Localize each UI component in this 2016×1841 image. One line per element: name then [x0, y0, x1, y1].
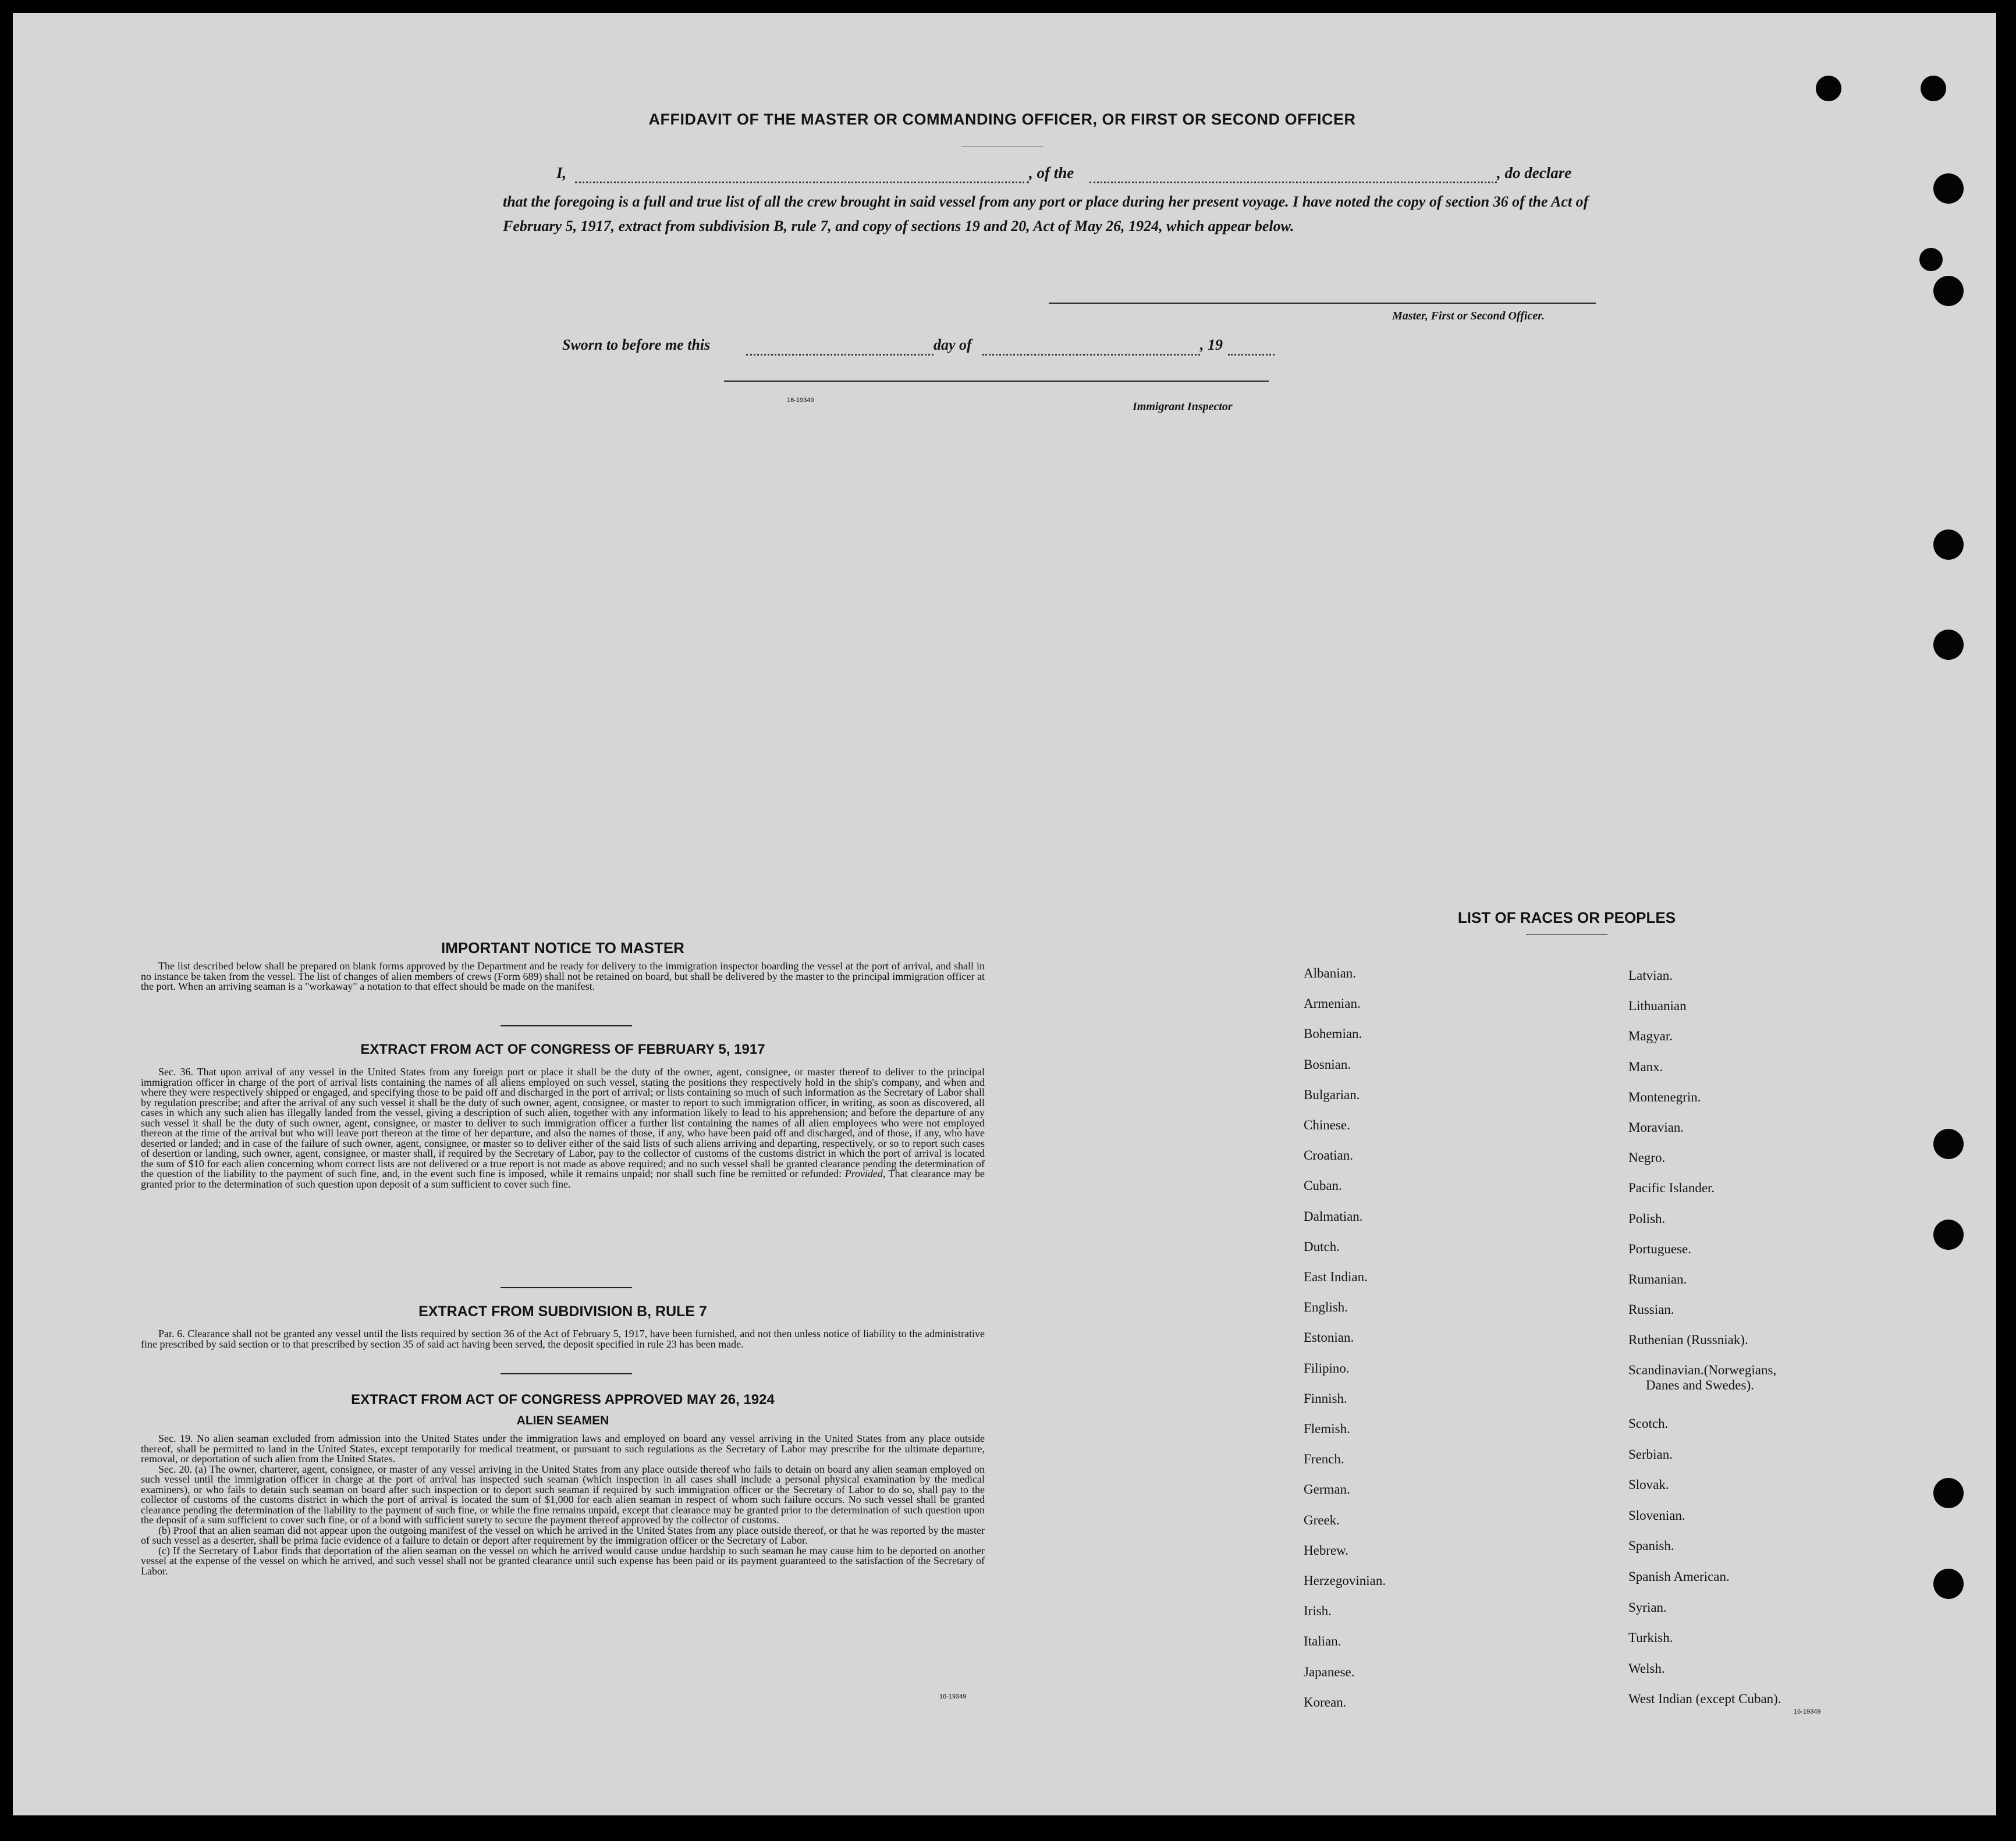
race-item: Slovak. — [1628, 1477, 1669, 1492]
sec36-proviso: That clearance may be granted prior to the determination of such question upon deposit of a sum sufficient to cover such fine. — [141, 1168, 985, 1190]
punch-hole-icon — [1933, 1220, 1964, 1250]
race-item: Italian. — [1304, 1634, 1341, 1649]
race-item: Greek. — [1304, 1512, 1340, 1527]
year-label: , 19 — [1200, 336, 1223, 353]
punch-hole-icon — [1933, 1129, 1964, 1159]
sec19-paragraph: Sec. 19. No alien seaman excluded from admission into the United States under the immigration laws and employed on board any vessel arriving in the United States from any place outside thereof, shall be permitted to land in the United States, except temporarily for medical treatment, or pursuant to such regulations as the Secretary of Labor may prescribe for the ultimate departure, removal, or deportation of such alien from the United States. — [141, 1433, 985, 1465]
race-item: Turkish. — [1628, 1630, 1673, 1645]
punch-hole-icon — [1933, 529, 1964, 560]
race-item: Lithuanian — [1628, 998, 1687, 1014]
race-item: Scandinavian.(Norwegians, — [1628, 1363, 1777, 1377]
sworn-year-blank[interactable] — [1228, 354, 1275, 356]
master-signature-label: Master, First or Second Officer. — [1392, 310, 1545, 322]
races-title: LIST OF RACES OR PEOPLES — [1457, 909, 1676, 926]
act-1924-text — [141, 1434, 985, 1576]
notice-title: IMPORTANT NOTICE TO MASTER — [441, 939, 684, 957]
section-divider — [501, 1025, 632, 1026]
form-number-top: 16-19349 — [787, 397, 814, 404]
race-item: Bulgarian. — [1304, 1087, 1360, 1102]
race-item: Dutch. — [1304, 1239, 1340, 1254]
form-number-left: 16-19349 — [939, 1693, 967, 1700]
race-item: Finnish. — [1304, 1391, 1347, 1406]
race-item: Korean. — [1304, 1694, 1347, 1709]
punch-hole-icon — [1933, 276, 1964, 306]
act-1924-title: EXTRACT FROM ACT OF CONGRESS APPROVED MAY 26, 1924 — [351, 1392, 775, 1408]
race-item: Chinese. — [1304, 1118, 1350, 1132]
races-divider — [1526, 934, 1607, 935]
notice-text — [141, 961, 985, 992]
name-blank[interactable] — [575, 182, 1029, 183]
affidavit-declaration-line — [542, 164, 1625, 187]
notice-paragraph: The list described below shall be prepared on blank forms approved by the Department and be ready for delivery to the immigration inspector boarding the vessel at the port of arrival, and shall in no instance be taken from the vessel. The list of changes of alien members of crews (Form 689) shall not be retained on board, but shall be delivered by the master to the principal immigration officer at the port. When an arriving seaman is a "workaway" a notation to that effect should be made on the manifest. — [141, 960, 985, 992]
act-1917-title: EXTRACT FROM ACT OF CONGRESS OF FEBRUARY 5, 1917 — [360, 1042, 765, 1057]
sworn-month-blank[interactable] — [982, 354, 1200, 356]
race-item: Rumanian. — [1628, 1272, 1687, 1286]
rule-7-text — [141, 1329, 985, 1349]
alien-seamen-subtitle: ALIEN SEAMEN — [516, 1414, 609, 1427]
race-item: Pacific Islander. — [1628, 1181, 1715, 1196]
race-item: Hebrew. — [1304, 1543, 1349, 1558]
punch-hole-icon — [1933, 1569, 1964, 1599]
punch-hole-icon — [1919, 248, 1943, 271]
race-item: Ruthenian (Russniak). — [1628, 1332, 1748, 1348]
race-item: Filipino. — [1304, 1360, 1350, 1376]
master-signature-line[interactable] — [1049, 303, 1596, 304]
rule-7-title: EXTRACT FROM SUBDIVISION B, RULE 7 — [418, 1303, 707, 1320]
race-item: Cuban. — [1304, 1178, 1342, 1193]
race-item: Spanish American. — [1628, 1569, 1730, 1584]
vessel-blank[interactable] — [1089, 182, 1497, 183]
race-item: Serbian. — [1628, 1446, 1673, 1462]
race-item: Montenegrin. — [1628, 1089, 1701, 1104]
race-item: Latvian. — [1628, 968, 1673, 983]
sec20b-paragraph: (b) Proof that an alien seaman did not appear upon the outgoing manifest of the vessel on which he arrived in the United States from any place outside thereof, or that he was reported by the master of such vessel as a deserter, shall be prima facie evidence of a failure to detain or deport after requirement by the immigration officer or the Secretary of Labor. — [141, 1524, 985, 1546]
race-item: Magyar. — [1628, 1029, 1673, 1044]
inspector-signature-line[interactable] — [724, 381, 1269, 382]
race-item: Danes and Swedes). — [1646, 1378, 1754, 1392]
section-divider — [501, 1373, 632, 1374]
sec20a-paragraph: Sec. 20. (a) The owner, charterer, agent, consignee, or master of any vessel arriving in the United States from any place outside thereof who fails to detain on board any alien seaman employed on such vessel until the immigration officer in charge at the port of arrival has inspected such seaman (which inspection in all cases shall include a personal physical examination by the medical examiners), or who fails to detain such seaman on board after such inspection or to deport such seaman if required by such immigration officer or the Secretary of Labor to do so, shall pay to the collector of customs of the customs district in which the port of arrival is located the sum of $1,000 for each alien seaman in respect of whom such failure occurs. No such vessel shall be granted clearance pending the determination of the liability to the payment of such fine, or while the fine remains unpaid, except that clearance may be granted prior to the determination of such question upon the deposit of a sum sufficient to cover such fine, or of a bond with sufficient surety to secure the payment thereof approved by the collector of customs. — [141, 1463, 985, 1526]
punch-hole-icon — [1933, 1478, 1964, 1508]
punch-hole-icon — [1921, 76, 1946, 101]
race-item: Bohemian. — [1304, 1026, 1362, 1042]
punch-hole-icon — [1933, 173, 1964, 204]
race-item: Moravian. — [1628, 1120, 1684, 1135]
race-item: Japanese. — [1304, 1664, 1355, 1679]
race-item: West Indian (except Cuban). — [1628, 1691, 1781, 1707]
sworn-line — [548, 336, 1305, 360]
punch-hole-icon — [1816, 76, 1841, 101]
race-item: Flemish. — [1304, 1421, 1350, 1436]
declaration-start: I, — [556, 164, 567, 182]
race-item: Spanish. — [1628, 1538, 1674, 1554]
day-of-label: day of — [934, 336, 972, 353]
section-divider — [501, 1287, 632, 1288]
race-item: Estonian. — [1304, 1330, 1354, 1345]
punch-hole-icon — [1933, 630, 1964, 660]
race-item: English. — [1304, 1300, 1348, 1315]
race-item: Albanian. — [1304, 966, 1357, 980]
race-item: Croatian. — [1304, 1148, 1353, 1163]
race-item: French. — [1304, 1452, 1344, 1467]
race-item: Portuguese. — [1628, 1241, 1691, 1256]
sec20c-paragraph: (c) If the Secretary of Labor finds that deportation of the alien seaman on the vessel on which he arrived would cause undue hardship to such seaman he may cause him to be deported on another vessel at the expense of the vessel on which he arrived, and such vessel shall not be granted clearance until such expense has been paid or its payment guaranteed to the satisfaction of the Secretary of Labor. — [141, 1544, 985, 1577]
form-sheet — [13, 13, 1996, 1815]
race-item: Polish. — [1628, 1211, 1666, 1226]
race-item: Slovenian. — [1628, 1508, 1685, 1523]
sec36-text: Sec. 36. That upon arrival of any vessel in the United States from any foreign port or place it shall be the duty of the owner, agent, consignee, or master thereof to deliver to the principal immigration officer in charge of the port of arrival lists containing the names of all aliens employed on such vessel, stating the positions they respectively hold in the ship's company, and when and where they were respectively shipped or engaged, and specifying those to be paid off and discharged in the port of arrival; or lists containing so much of such information as the Secretary of Labor shall by regulation prescribe; and after the arrival of any such vessel it shall be the duty of such owner, agent, consignee, or master to report to such immigration officer, in writing, as soon as discovered, all cases in which any such alien has illegally landed from the vessel, giving a description of such alien, together with any information likely to lead to his apprehension; and before the departure of any such vessel it shall be the duty of such owner, agent, consignee, or master to deliver to such immigration officer a further list containing the names of all alien employees who were not employed thereon at the time of the arrival but who will leave port thereon at the time of her departure, and also the names of those, if any, who have been paid off and discharged, and of those, if any, who have deserted or landed; and in case of the failure of such owner, agent, consignee, or master so to deliver either of the said lists of such aliens arriving and departing, respectively, or so to report such cases of desertion or landing, such owner, agent, consignee, or master shall, if required by the Secretary of Labor, pay to the collector of customs of the customs district in which the port of arrival is located the sum of $10 for each alien concerning whom correct lists are not delivered or a true report is not made as above required; and no such vessel shall be granted clearance pending the determination of the question of the liability to the payment of such fine, and, in the event such fine is imposed, while it remains unpaid; nor shall such fine be remitted or refunded: — [141, 1066, 985, 1179]
sworn-label: Sworn to before me this — [562, 336, 711, 353]
declaration-mid: , of the — [1029, 164, 1074, 182]
inspector-label: Immigrant Inspector — [1133, 400, 1233, 413]
provided-word: Provided, — [844, 1168, 886, 1179]
race-item: Scotch. — [1628, 1416, 1669, 1431]
race-item: Negro. — [1628, 1150, 1666, 1165]
form-number-right: 16-19349 — [1794, 1708, 1821, 1715]
declaration-end: , do declare — [1497, 164, 1572, 182]
race-item: German. — [1304, 1482, 1350, 1497]
race-item: Manx. — [1628, 1059, 1663, 1074]
race-item: Syrian. — [1628, 1600, 1667, 1615]
sworn-day-blank[interactable] — [746, 354, 934, 356]
race-item: Herzegovinian. — [1304, 1573, 1386, 1588]
act-1917-text — [141, 1067, 985, 1189]
declaration-paragraph: that the foregoing is a full and true list of all the crew brought in said vessel from any port or place during her present voyage. I have noted the copy of section 36 of the Act of February 5, 1917, extract from subdivision B, rule 7, and copy of sections 19 and 20, Act of May 26, 1924, which appear below. — [503, 193, 1589, 234]
race-item: Russian. — [1628, 1302, 1674, 1317]
race-item: Armenian. — [1304, 996, 1361, 1011]
race-item: Dalmatian. — [1304, 1209, 1363, 1224]
rule-7-paragraph: Par. 6. Clearance shall not be granted any vessel until the lists required by section 36 of the Act of February 5, 1917, have been furnished, and not then unless notice of liability to the administrative fine prescribed by said section or to that prescribed by section 35 of said act having been served, the deposit specified in rule 23 has been made. — [141, 1328, 985, 1350]
race-item: Irish. — [1304, 1604, 1332, 1619]
affidavit-title: AFFIDAVIT OF THE MASTER OR COMMANDING OFFICER, OR FIRST OR SECOND OFFICER — [648, 111, 1356, 128]
race-item: Bosnian. — [1304, 1057, 1351, 1072]
race-item: Welsh. — [1628, 1661, 1665, 1676]
race-item: East Indian. — [1304, 1270, 1368, 1284]
